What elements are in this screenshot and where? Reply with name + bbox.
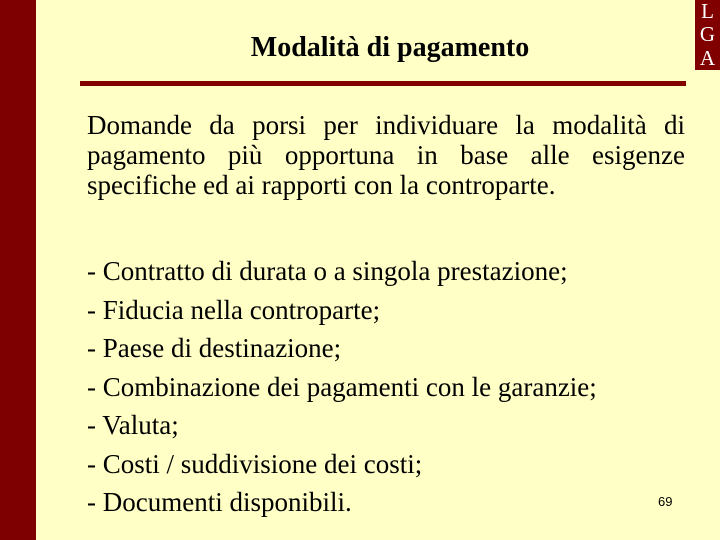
list-item: - Costi / suddivisione dei costi; [87, 448, 423, 479]
list-item: - Paese di destinazione; [87, 333, 342, 363]
slide-title: Modalità di pagamento [250, 32, 530, 63]
page-number: 69 [658, 494, 673, 509]
lga-logo [695, 0, 720, 70]
list-item: - Valuta; [87, 410, 179, 440]
criteria-list [87, 252, 597, 522]
list-item: - Combinazione dei pagamenti con le garanzie; [87, 371, 597, 402]
logo-letter: G [699, 22, 716, 47]
list-item: - Contratto di durata o a singola prestazione; [87, 256, 568, 286]
title-divider [80, 81, 686, 86]
intro-paragraph: Domande da porsi per individuare la modalità di pagamento più opportuna in base alle esigenze specifiche ed ai rapporti con la controparte. [87, 110, 685, 200]
list-item: - Fiducia nella controparte; [87, 294, 381, 325]
list-item: - Documenti disponibili. [87, 487, 352, 517]
logo-letter: L [701, 0, 714, 24]
logo-letter: A [699, 45, 716, 70]
left-accent-bar [0, 0, 36, 540]
